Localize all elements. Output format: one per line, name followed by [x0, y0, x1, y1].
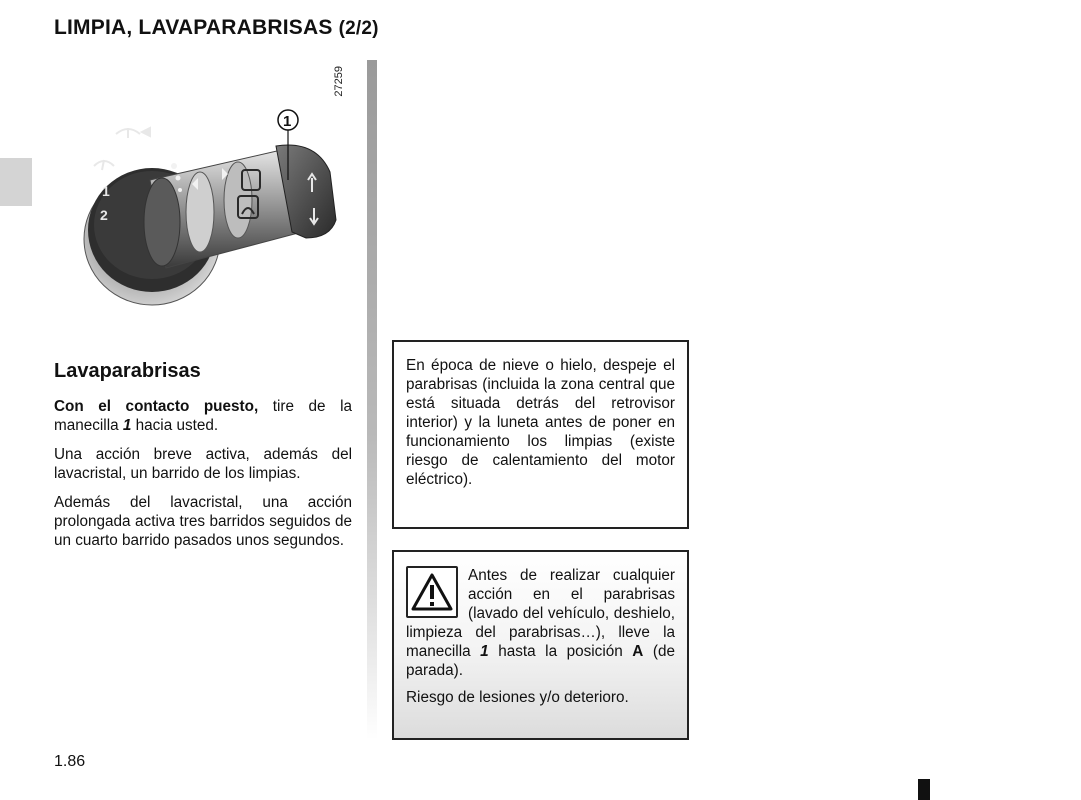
dial-label-1: 1	[102, 183, 110, 199]
note-box	[392, 340, 689, 529]
wiper-stalk-illustration	[80, 62, 360, 317]
paragraph-1-bold: Con el contacto puesto,	[54, 398, 259, 415]
warning-box	[392, 550, 689, 740]
dial-label-2: 2	[100, 207, 108, 223]
corner-mark	[918, 779, 930, 800]
paragraph-2: Una acción breve activa, además del lavacristal, un barrido de los limpias.	[54, 446, 352, 482]
paragraph-1-text-a: tire de la manecilla	[54, 398, 353, 434]
paragraph-1-text-b: hacia usted.	[131, 417, 219, 434]
warning-text-1c: (de parada).	[406, 643, 675, 679]
lavaparabrisas-section	[54, 360, 352, 560]
warning-triangle-icon	[406, 566, 458, 618]
warning-text-1a: Antes de realizar cualquier acción en el parabrisas (lavado del vehículo, deshielo, limpieza del parabrisas…), lleve la manecilla	[406, 567, 675, 660]
page-part-indicator: (2/2)	[338, 18, 379, 39]
paragraph-3: Además del lavacristal, una acción prolongada activa tres barridos seguidos de un cuarto barrido pasados unos segundos.	[54, 494, 352, 549]
column-divider	[367, 60, 377, 740]
page-number: 1.86	[54, 753, 86, 770]
page-title-text: LIMPIA, LAVAPARABRISAS	[54, 16, 333, 39]
paragraph-1	[54, 397, 352, 435]
dial-symbols	[94, 128, 150, 170]
warning-text-2: Riesgo de lesiones y/o deterioro.	[406, 689, 629, 706]
stalk-reference: 1	[122, 417, 132, 434]
figure-code: 27259	[333, 66, 345, 97]
warning-position-ref: A	[632, 643, 644, 660]
wiper-stalk-drawing	[80, 62, 360, 317]
warning-stalk-reference: 1	[480, 643, 489, 660]
warning-text-1b: hasta la posición	[488, 643, 633, 660]
page-title	[54, 16, 379, 40]
section-title: Lavaparabrisas	[54, 360, 201, 382]
chapter-tab	[0, 158, 32, 206]
note-text: En época de nieve o hielo, despeje el parabrisas (incluida la zona central que está situada detrás del retrovisor interior) y la luneta antes de poner en funcionamiento los limpias (existe riesgo de calentamiento del motor eléctrico).	[406, 357, 675, 488]
callout-number: 1	[283, 113, 292, 130]
